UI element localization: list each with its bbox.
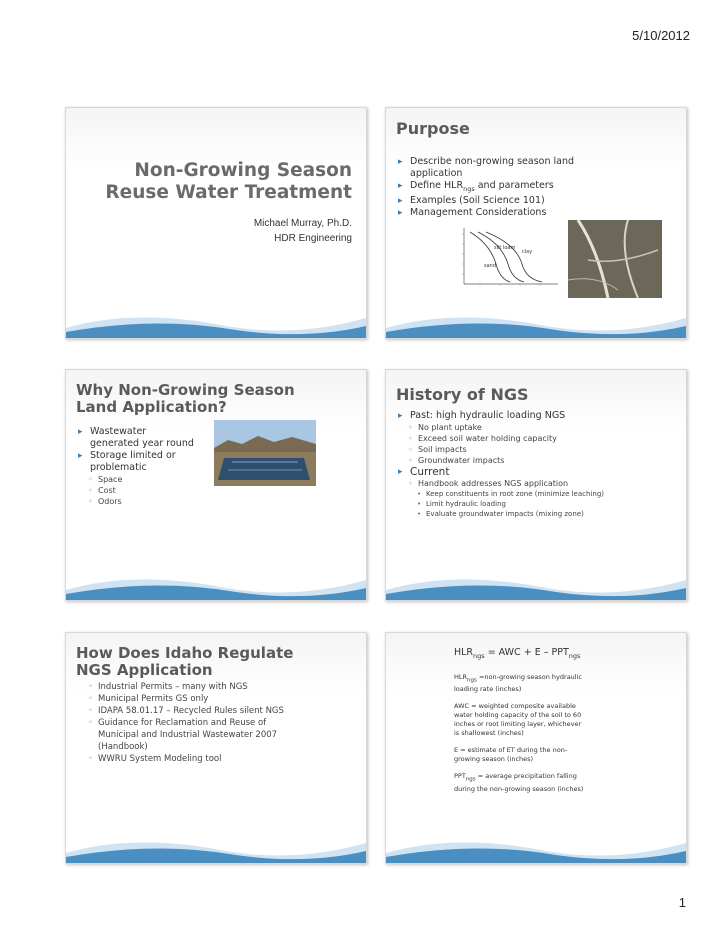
decorative-wave — [386, 823, 686, 863]
definition-e: E = estimate of ET during the non-growing season (inches) — [454, 746, 568, 764]
soil-water-chart-image — [450, 224, 562, 296]
bullet-item: ▸ Past: high hydraulic loading NGS — [398, 410, 678, 422]
author-name: Michael Murray, Ph.D. — [253, 218, 352, 229]
list-item: ◦ Municipal Permits GS only — [78, 693, 308, 705]
sub-bullet-item: ◦ Handbook addresses NGS application — [398, 478, 678, 489]
bullet-item: ▸ Management Considerations — [398, 207, 598, 219]
sub-bullet-item: ◦ No plant uptake — [398, 422, 678, 433]
slide-heading: How Does Idaho Regulate NGS Application — [76, 644, 294, 679]
slide-history — [385, 369, 687, 601]
list-item: ◦ WWRU System Modeling tool — [78, 753, 308, 765]
chart-label-silt-loam: silt loam — [494, 245, 516, 251]
sub-sub-bullet-item: • Keep constituents in root zone (minimize leaching) — [398, 489, 678, 499]
definition-hlr: $HLR_{ngs}$ =non-growing season hydraulic loading rate (inches) — [454, 673, 582, 694]
lagoon-photo — [214, 420, 316, 486]
sub-sub-bullet-item: • Limit hydraulic loading — [398, 499, 678, 509]
author-org: HDR Engineering — [274, 233, 352, 244]
roots-photo — [568, 220, 662, 298]
decorative-wave — [66, 560, 366, 600]
slide-heading: History of NGS — [396, 385, 529, 404]
bullet-item: ▸ Examples (Soil Science 101) — [398, 195, 598, 207]
bullet-item: ▸ Storage limited or problematic — [78, 450, 198, 474]
bullet-item: ▸ Describe non-growing season land application — [398, 156, 598, 180]
bullet-item: ▸ Define $HLR_{ngs}$ and parameters — [398, 180, 598, 195]
sub-bullet-item: ◦ Soil impacts — [398, 444, 678, 455]
sub-sub-bullet-item: • Evaluate groundwater impacts (mixing zone) — [398, 509, 678, 519]
chart-label-sand: sand — [484, 263, 497, 269]
page-number: 1 — [678, 895, 686, 910]
decorative-wave — [66, 823, 366, 863]
sub-bullet-item: ◦ Groundwater impacts — [398, 455, 678, 466]
sub-bullet-item: ◦ Space — [78, 474, 198, 485]
bullet-item: ▸ Current — [398, 466, 678, 478]
definition-awc: AWC = weighted composite available water holding capacity of the soil to 60 inches or root limiting layer, whichever is shallowest (inches) — [454, 702, 582, 738]
slide-hlr-equation — [385, 632, 687, 864]
hlr-equation: $HLR_{ngs}$ = AWC + E – $PPT_{ngs}$ — [454, 647, 581, 660]
chart-label-clay: clay — [522, 249, 533, 255]
sub-bullet-item: ◦ Exceed soil water holding capacity — [398, 433, 678, 444]
slide-title-heading: Non-Growing Season Reuse Water Treatment — [105, 160, 352, 203]
page-date: 5/10/2012 — [632, 28, 690, 43]
slide-idaho-regulation — [65, 632, 367, 864]
sub-bullet-item: ◦ Cost — [78, 485, 198, 496]
slide-heading: Purpose — [396, 119, 470, 138]
list-item: ◦ IDAPA 58.01.17 – Recycled Rules silent NGS — [78, 705, 308, 717]
sub-bullet-item: ◦ Odors — [78, 496, 198, 507]
definition-ppt: $PPT_{ngs}$ = average precipitation falling during the non-growing season (inches) — [454, 772, 584, 793]
slide-why-ngs — [65, 369, 367, 601]
author-block — [254, 216, 352, 246]
bullet-item: ▸ Wastewater generated year round — [78, 426, 198, 450]
list-item: ◦ Guidance for Reclamation and Reuse of Municipal and Industrial Wastewater 2007 (Handbook) — [78, 717, 308, 753]
decorative-wave — [386, 298, 686, 338]
decorative-wave — [66, 298, 366, 338]
slide-title — [65, 107, 367, 339]
slide-heading: Why Non-Growing Season Land Application? — [76, 381, 295, 416]
slide-purpose — [385, 107, 687, 339]
list-item: ◦ Industrial Permits – many with NGS — [78, 681, 308, 693]
decorative-wave — [386, 560, 686, 600]
